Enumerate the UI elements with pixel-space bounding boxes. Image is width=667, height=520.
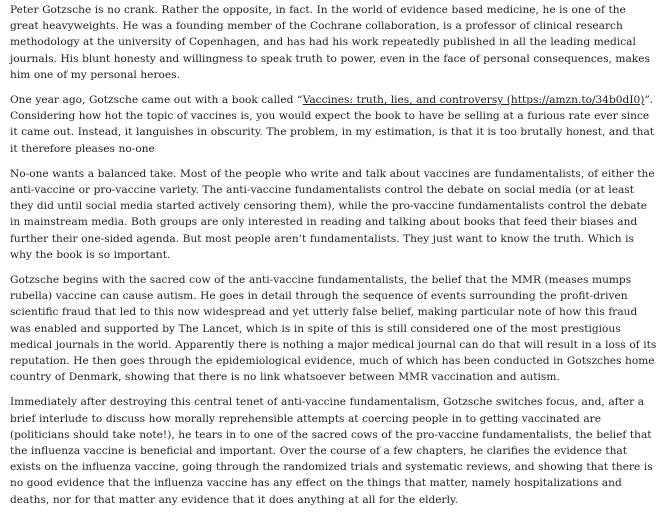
paragraph-influenza: Immediately after destroying this central tenet of anti-vaccine fundamentalism, Gotzsche switches focus, and, after a brief interlude to discuss how morally reprehensible attempts at coercing people in to getting vaccinated are (politicians should take note!), he tears in to one of the sacred cows of the pro-vaccine fundamentalists, the belief that the influenza vaccine is beneficial and important. Over the course of a few chapters, he clarifies the evidence that exists on the influenza vaccine, going through the randomized trials and systematic reviews, and showing that there is no good evidence that the influenza vaccine has any effect on the things that matter, namely hospitalizations and deaths, nor for that matter any evidence that it does anything at all for the elderly.	[10, 396, 653, 506]
paragraph-book-rest: ”. Considering how hot the topic of vaccines is, you would expect the book to have be selling at a furious rate ever since it came out. Instead, it languishes in obscurity. The problem, in my estimation, is that it is too brutally honest, and that it therefore pleases no-one	[10, 94, 655, 155]
paragraph-intro: Peter Gotzsche is no crank. Rather the opposite, in fact. In the world of evidence based medicine, he is one of the great heavyweights. He was a founding member of the Cochrane collaboration, is a professor of clinical research methodology at the university of Copenhagen, and has had his work repeatedly published in all the leading medical journals. His blunt honesty and willingness to speak truth to power, even in the face of personal consequences, makes him one of my personal heroes.	[10, 4, 650, 81]
paragraph-book	[10, 92, 657, 157]
paragraph-book-lead: One year ago, Gotzsche came out with a book called “	[10, 94, 303, 107]
paragraph-mmr: Gotzsche begins with the sacred cow of the anti-vaccine fundamentalists, the belief that the MMR (meases mumps rubella) vaccine can cause autism. He goes in detail through the sequence of events surrounding the profit-driven scientific fraud that led to this now widespread and yet utterly false belief, making particular note of how this fraud was enabled and supported by The Lancet, which is in spite of this is still considered one of the most prestigious medical journals in the world. Apparently there is nothing a major medical journal can do that will result in a loss of its reputation. He then goes through the epidemiological evidence, much of which has been conducted in Gotszches home country of Denmark, showing that there is no link whatsoever between MMR vaccination and autism.	[10, 274, 657, 384]
paragraph-balanced-take: No-one wants a balanced take. Most of the people who write and talk about vaccines are fundamentalists, of either the anti-vaccine or pro-vaccine variety. The anti-vaccine fundamentalists control the debate on social media (or at least they did until social media started actively censoring them), while the pro-vaccine fundamentalists control the debate in mainstream media. Both groups are only interested in reading and talking about books that feed their biases and further their one-sided agenda. But most people aren’t fundamentalists. They just want to know the truth. Which is why the book is so important.	[10, 167, 655, 261]
book-link[interactable]: Vaccines: truth, lies, and controversy (https://amzn.to/34b0dI0)	[302, 94, 645, 107]
